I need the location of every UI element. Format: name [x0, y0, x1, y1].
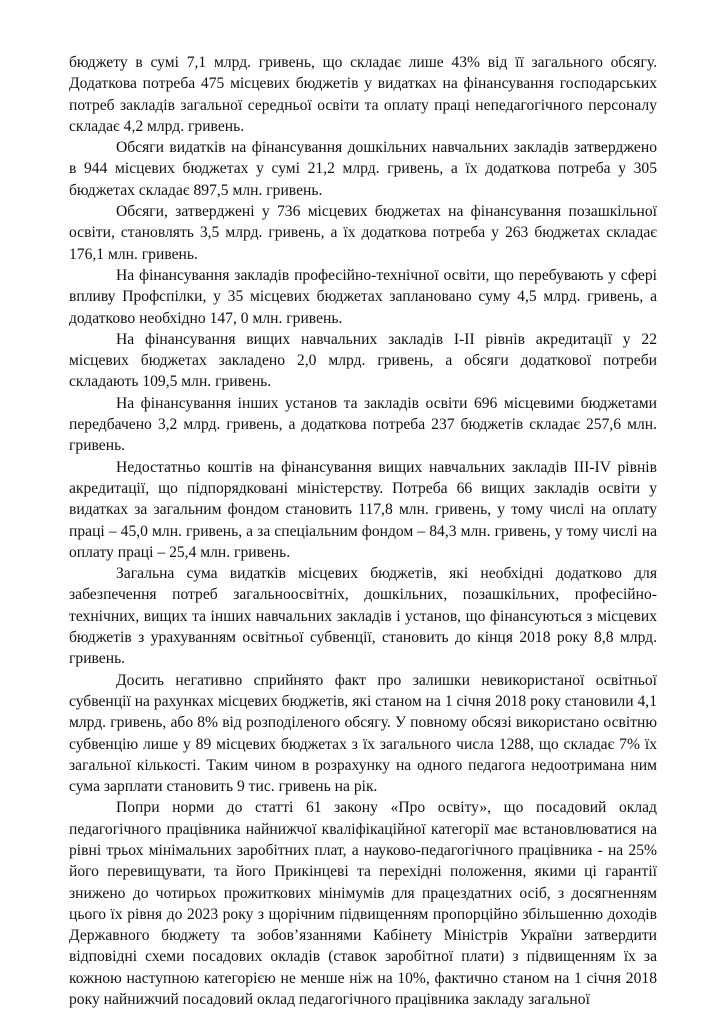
paragraph-9: Досить негативно сприйнято факт про залишки невикористаної освітньої субвенції на рахунках місцевих бюджетів, які станом на 1 січня 2018 року становили 4,1 млрд. гривень, або 8% від розподіленого обсягу. У повному обсязі використано освітню субвенцію лише у 89 місцевих бюджетах з їх загального числа 1288, що складає 7% їх загальної кількості. Таким чином в розрахунку на одного педагога недоотримана ним сума зарплати становить 9 тис. гривень на рік.	[69, 671, 657, 796]
paragraph-3: Обсяги, затверджені у 736 місцевих бюджетах на фінансування позашкільної освіти, становлять 3,5 млрд. гривень, а їх додаткова потреба у 263 бюджетах складає 176,1 млн. гривень.	[69, 203, 657, 263]
paragraph-6: На фінансування інших установ та закладів освіти 696 місцевими бюджетами передбачено 3,2 млрд. гривень, а додаткова потреба 237 бюджетів складає 257,6 млн. гривень.	[69, 394, 657, 455]
document-page	[69, 52, 657, 1010]
paragraph-1: бюджету в сумі 7,1 млрд. гривень, що складає лише 43% від її загального обсягу. Додаткова потреба 475 місцевих бюджетів у видатках на фінансування господарських потреб закладів загальної середньої освіти та оплату праці непедагогічного персоналу складає 4,2 млрд. гривень.	[69, 54, 657, 135]
paragraph-7: Недостатньо коштів на фінансування вищих навчальних закладів ІІІ-ІV рівнів акредитації, що підпорядковані міністерству. Потреба 66 вищих закладів освіти у видатках за загальним фондом становить 117,8 млн. гривень, у тому числі на оплату праці – 45,0 млн. гривень, а за спеціальним фондом – 84,3 млн. гривень, у тому числі на оплату праці – 25,4 млн. гривень.	[69, 458, 657, 561]
paragraph-4: На фінансування закладів професійно-технічної освіти, що перебувають у сфері впливу Профспілки, у 35 місцевих бюджетах заплановано суму 4,5 млрд. гривень, а додатково необхідно 147, 0 млн. гривень.	[69, 266, 657, 327]
paragraph-8: Загальна сума видатків місцевих бюджетів, які необхідні додатково для забезпечення потреб загальноосвітніх, дошкільних, позашкільних, професійно-технічних, вищих та інших навчальних закладів і установ, що фінансуються з місцевих бюджетів з урахуванням освітньої субвенції, становить до кінця 2018 року 8,8 млрд. гривень.	[69, 565, 657, 668]
paragraph-5: На фінансування вищих навчальних закладів І-ІІ рівнів акредитації у 22 місцевих бюджетах закладено 2,0 млрд. гривень, а обсяги додаткової потреби складають 109,5 млн. гривень.	[69, 330, 657, 391]
paragraph-10: Попри норми до статті 61 закону «Про освіту», що посадовий оклад педагогічного працівника найнижчої кваліфікаційної категорії має встановлюватися на рівні трьох мінімальних заробітних плат, а науково-педагогічного працівника - на 25% його перевищувати, та його Прикінцеві та перехідні положення, якими ці гарантії знижено до чотирьох прожиткових мінімумів для працездатних осіб, з досягненням цього їх рівня до 2023 року з щорічним підвищенням пропорційно збільшенню доходів Державного бюджету та зобов’язаннями Кабінету Міністрів України затвердити відповідні схеми посадових окладів (ставок заробітної плати) з підвищенням їх за кожною наступною категорією не менше ніж на 10%, фактично станом на 1 січня 2018 року найнижчий посадовий оклад педагогічного працівника закладу загальної	[69, 799, 657, 1009]
paragraph-2: Обсяги видатків на фінансування дошкільних навчальних закладів затверджено в 944 місцевих бюджетах у сумі 21,2 млрд. гривень, а їх додаткова потреба у 305 бюджетах складає 897,5 млн. гривень.	[69, 139, 657, 199]
